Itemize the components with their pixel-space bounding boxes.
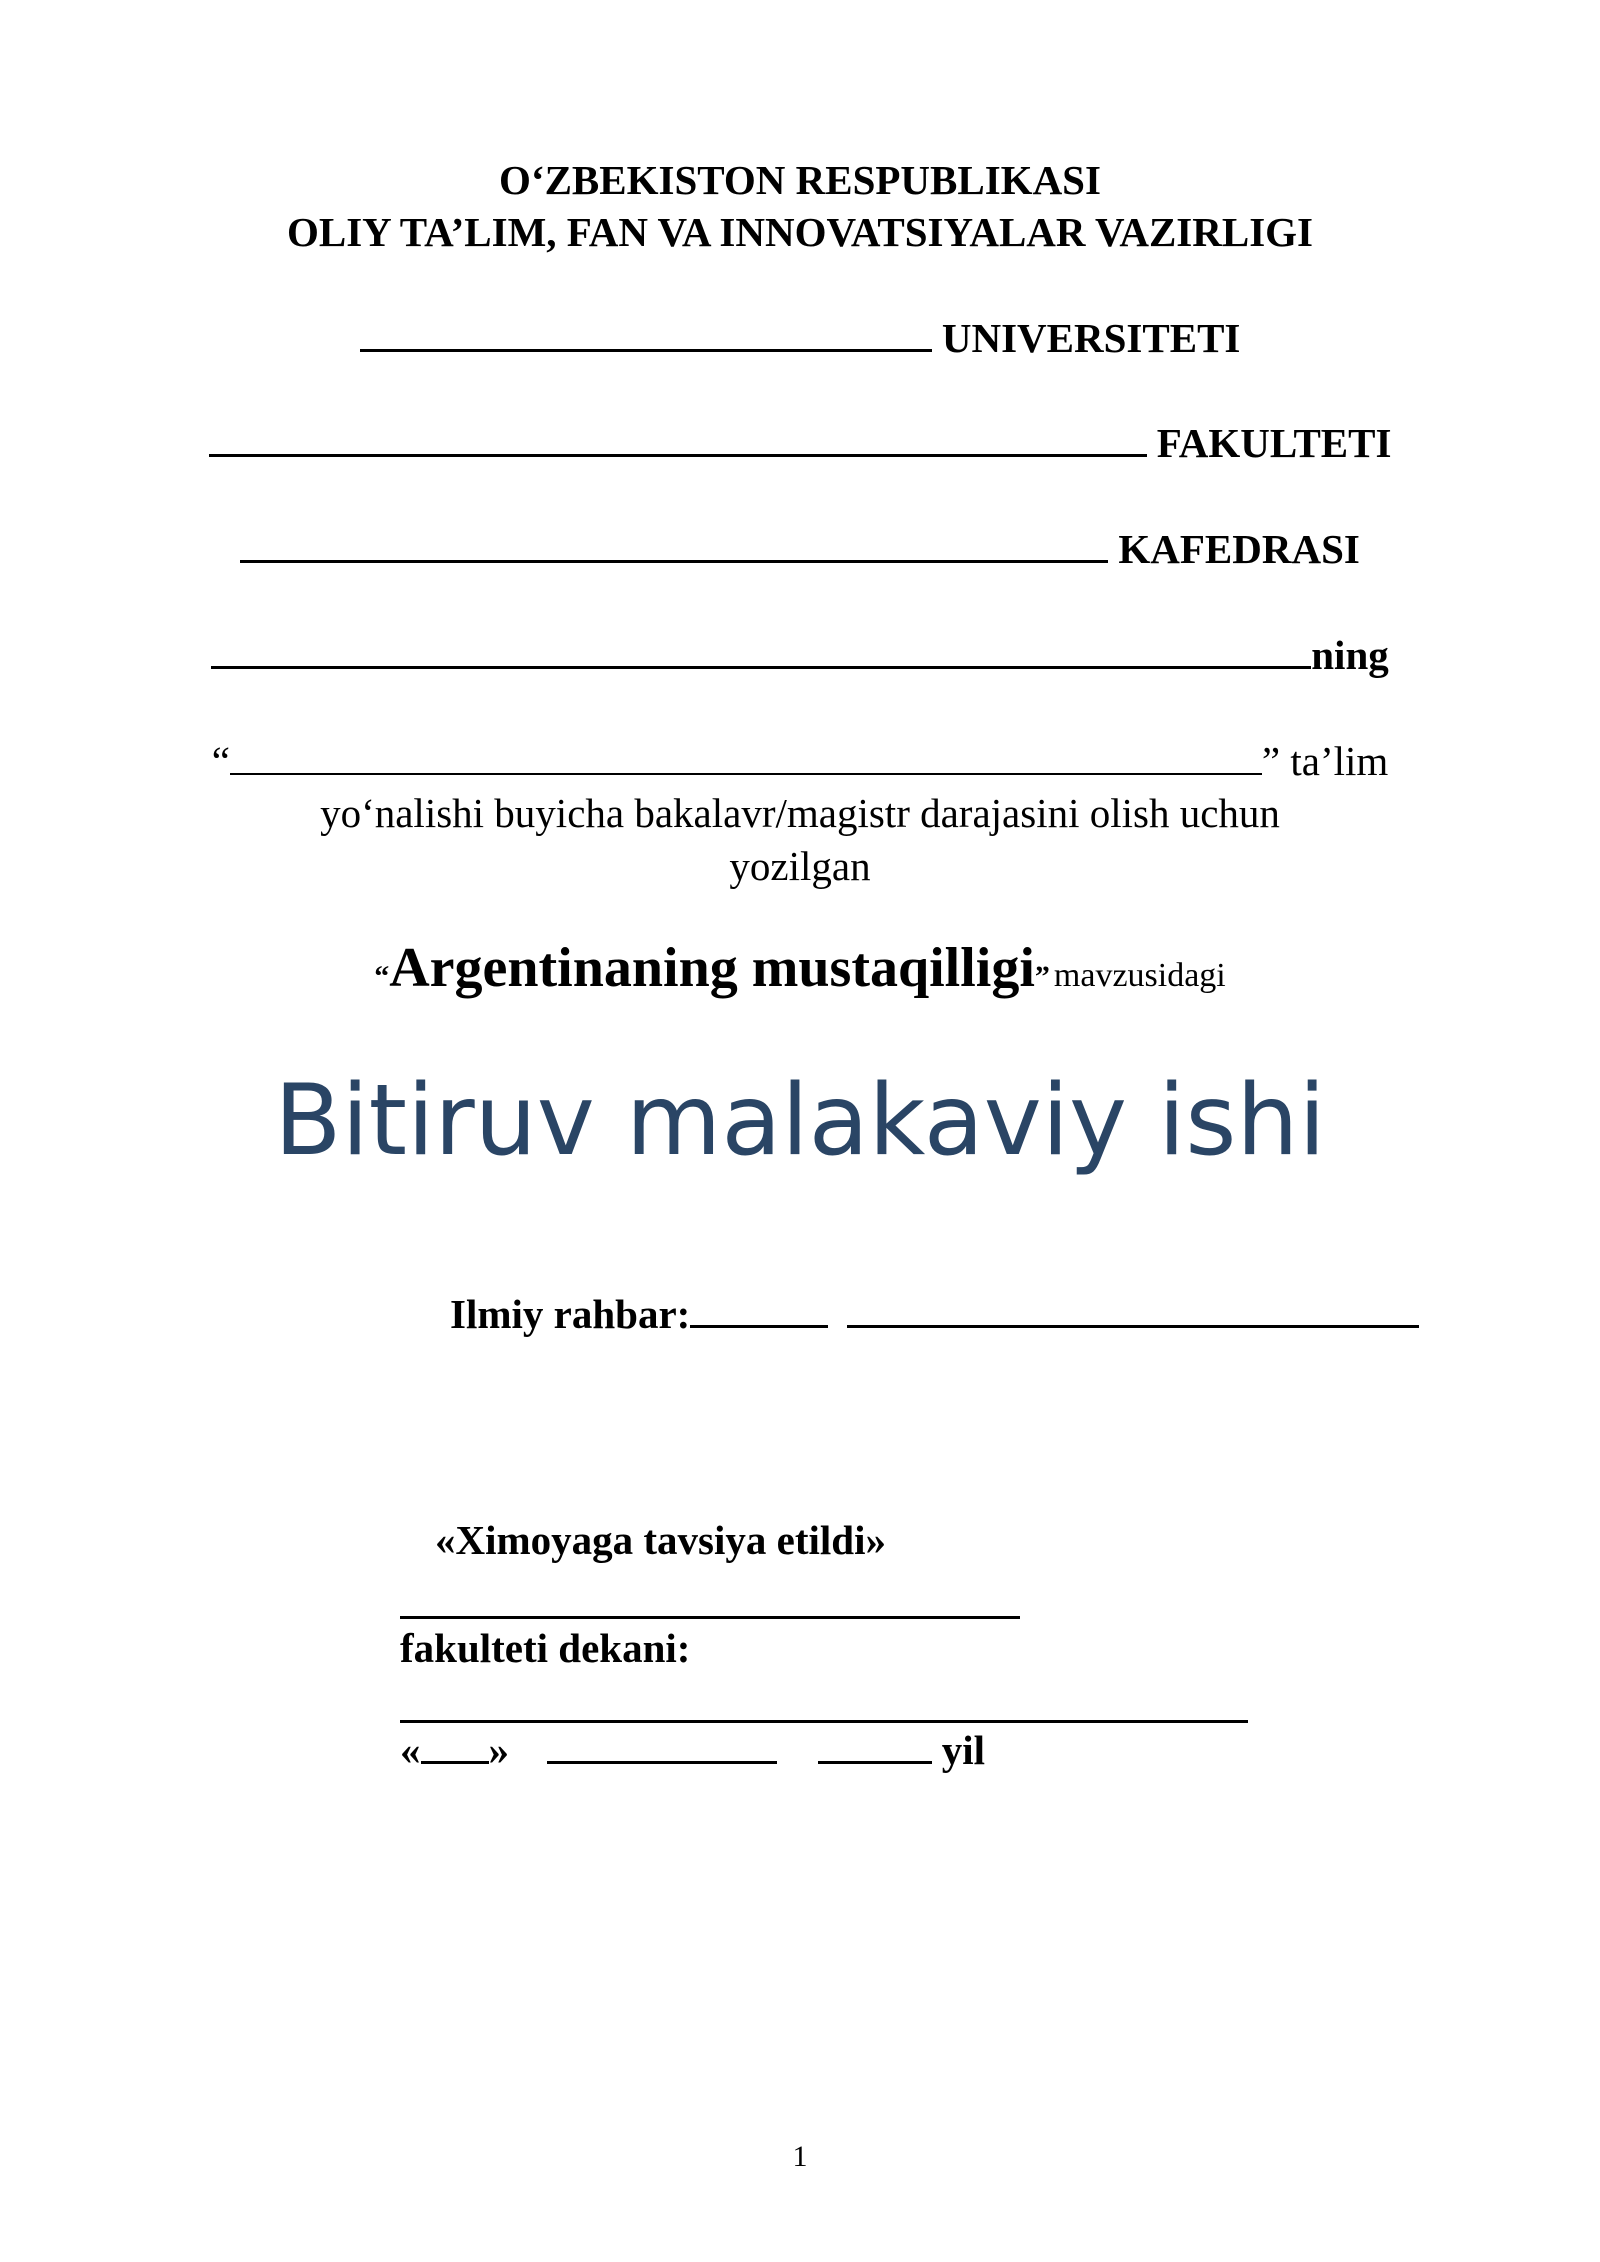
- written-label: yozilgan: [729, 843, 871, 889]
- month-blank: [547, 1761, 777, 1764]
- department-field: [0, 526, 1600, 572]
- department-blank: [240, 560, 1108, 563]
- day-blank: [421, 1761, 489, 1764]
- direction-suffix: ” ta’lim: [1261, 738, 1389, 784]
- supervisor-label: Ilmiy rahbar:: [450, 1291, 691, 1337]
- direction-field: [0, 738, 1600, 784]
- faculty-label: FAKULTETI: [1156, 420, 1392, 466]
- year-label: yil: [941, 1727, 986, 1773]
- direction-blank: [230, 773, 1262, 775]
- topic-open-quote: “: [374, 960, 390, 993]
- degree-purpose-line: yo‘nalishi buyicha bakalavr/magistr darajasini olish uchun: [320, 790, 1280, 836]
- date-field: [400, 1727, 986, 1773]
- topic-suffix: mavzusidagi: [1053, 957, 1226, 994]
- topic-close-quote: ”: [1034, 960, 1050, 993]
- student-blank: [211, 666, 1311, 669]
- faculty-blank: [209, 454, 1147, 457]
- supervisor-blank-short: [690, 1325, 828, 1328]
- department-label: KAFEDRASI: [1118, 526, 1360, 572]
- year-blank: [818, 1761, 932, 1764]
- work-type-title: Bitiruv malakaviy ishi: [274, 1064, 1326, 1178]
- faculty-field: [0, 420, 1600, 466]
- header-country: O‘ZBEKISTON RESPUBLIKASI: [499, 157, 1101, 203]
- topic-title: Argentinaning mustaqilligi: [389, 937, 1035, 999]
- dean-name-blank: [400, 1690, 1248, 1723]
- student-suffix: ning: [1311, 632, 1389, 678]
- university-blank: [360, 349, 932, 352]
- page-number: 1: [792, 2140, 808, 2173]
- university-field: [0, 315, 1600, 361]
- topic-line: [0, 937, 1600, 999]
- dean-faculty-blank: [400, 1586, 1020, 1619]
- date-close-quote: »: [488, 1727, 509, 1773]
- date-open-quote: «: [400, 1727, 421, 1773]
- recommended-label: «Ximoyaga tavsiya etildi»: [435, 1517, 886, 1563]
- dean-label: fakulteti dekani:: [400, 1625, 691, 1671]
- student-field: [0, 632, 1600, 678]
- supervisor-blank-long: [847, 1325, 1419, 1328]
- supervisor-field: [450, 1291, 1419, 1337]
- university-label: UNIVERSITETI: [941, 315, 1241, 361]
- header-ministry: OLIY TA’LIM, FAN VA INNOVATSIYALAR VAZIRLIGI: [286, 209, 1314, 255]
- direction-open-quote: “: [211, 738, 230, 784]
